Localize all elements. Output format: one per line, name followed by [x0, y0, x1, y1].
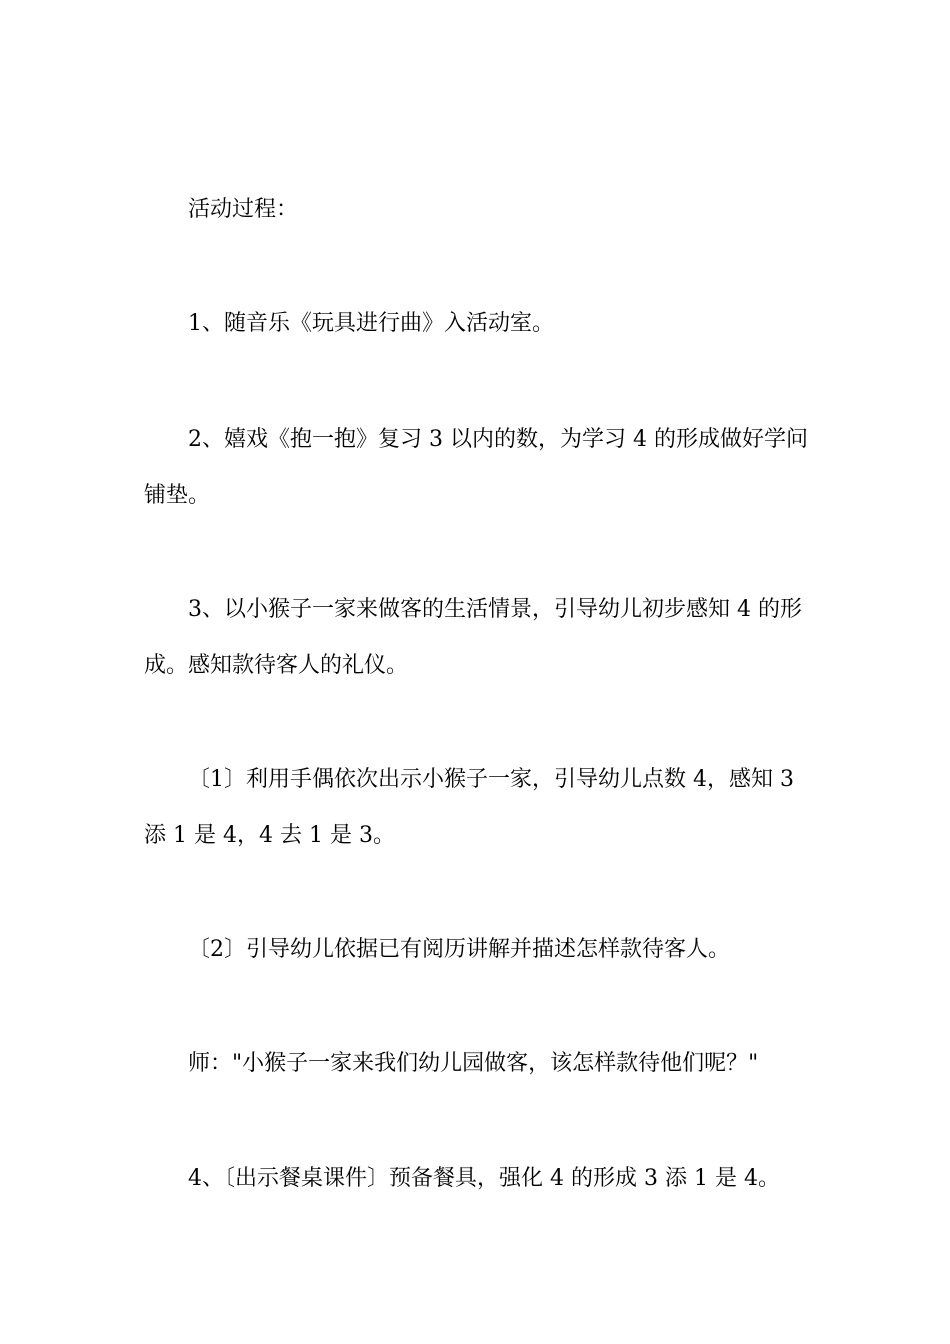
- paragraph-teacher-quote: 师："小猴子一家来我们幼儿园做客，该怎样款待他们呢？": [188, 1051, 759, 1076]
- section-heading: 活动过程：: [188, 197, 299, 222]
- paragraph-step-4: 4、〔出示餐桌课件〕预备餐具，强化 4 的形成 3 添 1 是 4。: [188, 1166, 780, 1191]
- paragraph-step-3: 3、以小猴子一家来做客的生活情景，引导幼儿初步感知 4 的形成。感知款待客人的礼仪。: [144, 597, 802, 678]
- paragraph-sub-2: 〔2〕引导幼儿依据已有阅历讲解并描述怎样款待客人。: [188, 937, 730, 962]
- paragraph-step-2: 2、嬉戏《抱一抱》复习 3 以内的数，为学习 4 的形成做好学问铺垫。: [144, 427, 808, 508]
- paragraph-step-1: 1、随音乐《玩具进行曲》入活动室。: [188, 311, 554, 336]
- paragraph-sub-1: 〔1〕利用手偶依次出示小猴子一家，引导幼儿点数 4，感知 3 添 1 是 4，4 去 1 是 3。: [144, 767, 794, 848]
